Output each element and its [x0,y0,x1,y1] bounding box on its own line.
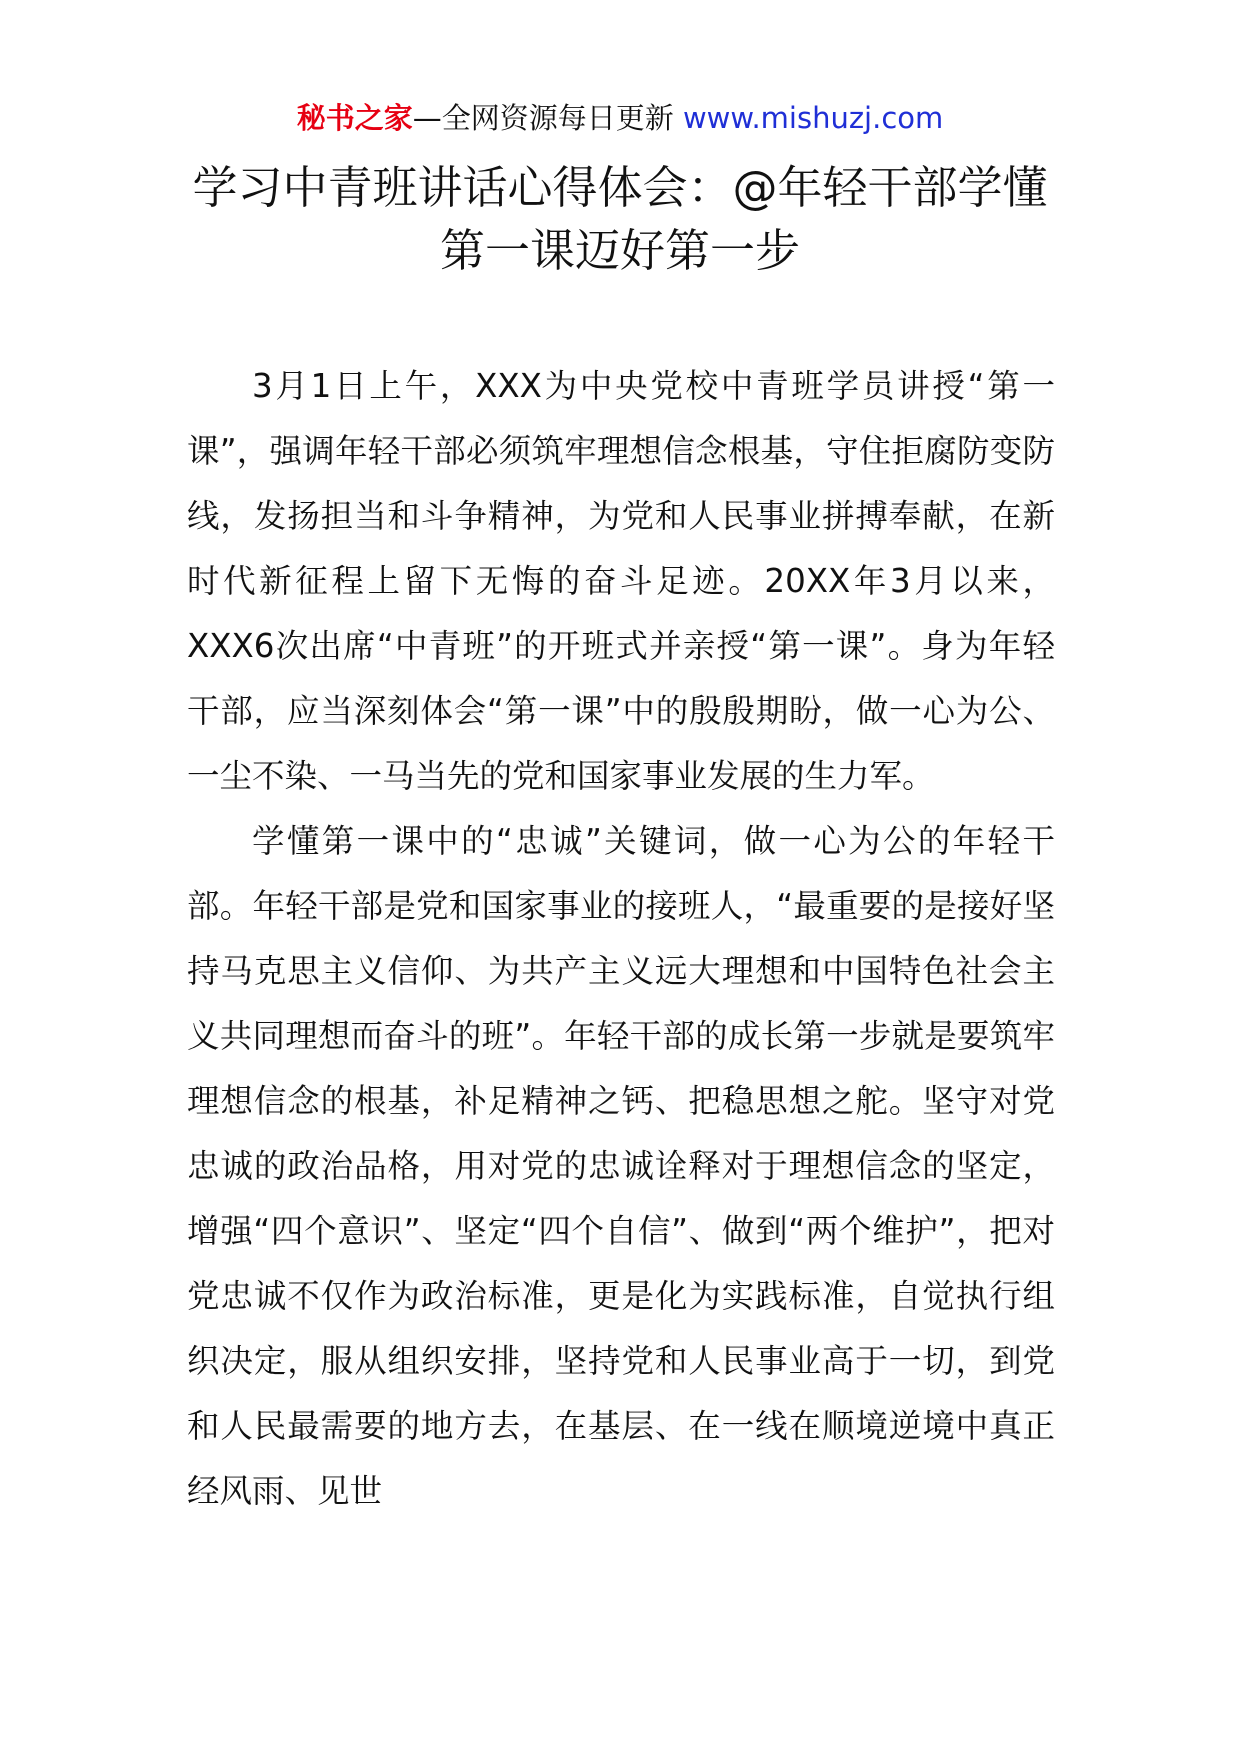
document-title-line-1: 学习中青班讲话心得体会：@年轻干部学懂 [192,161,1048,214]
header-banner [0,98,1240,138]
site-url-link[interactable]: www.mishuzj.com [682,101,944,135]
header-tagline: —全网资源每日更新 [412,101,683,135]
body-paragraph-1: 3月1日上午，XXX为中央党校中青班学员讲授“第一课”，强调年轻干部必须筑牢理想信念根基，守住拒腐防变防线，发扬担当和斗争精神，为党和人民事业拼搏奉献，在新时代新征程上留下无悔的奋斗足迹。20XX年3月以来，XXX6次出席“中青班”的开班式并亲授“第一课”。身为年轻干部，应当深刻体会“第一课”中的殷殷期盼，做一心为公、一尘不染、一马当先的党和国家事业发展的生力军。 [187,367,1055,795]
document-title [170,156,1070,282]
body-paragraph-2: 学懂第一课中的“忠诚”关键词，做一心为公的年轻干部。年轻干部是党和国家事业的接班人，“最重要的是接好坚持马克思主义信仰、为共产主义远大理想和中国特色社会主义共同理想而奋斗的班”。年轻干部的成长第一步就是要筑牢理想信念的根基，补足精神之钙、把稳思想之舵。坚守对党忠诚的政治品格，用对党的忠诚诠释对于理想信念的坚定，增强“四个意识”、坚定“四个自信”、做到“两个维护”，把对党忠诚不仅作为政治标准，更是化为实践标准，自觉执行组织决定，服从组织安排，坚持党和人民事业高于一切，到党和人民最需要的地方去，在基层、在一线在顺境逆境中真正经风雨、见世 [187,822,1055,1510]
brand-name: 秘书之家 [296,101,413,135]
document-body [187,354,1055,1524]
document-title-line-2: 第一课迈好第一步 [439,224,800,277]
